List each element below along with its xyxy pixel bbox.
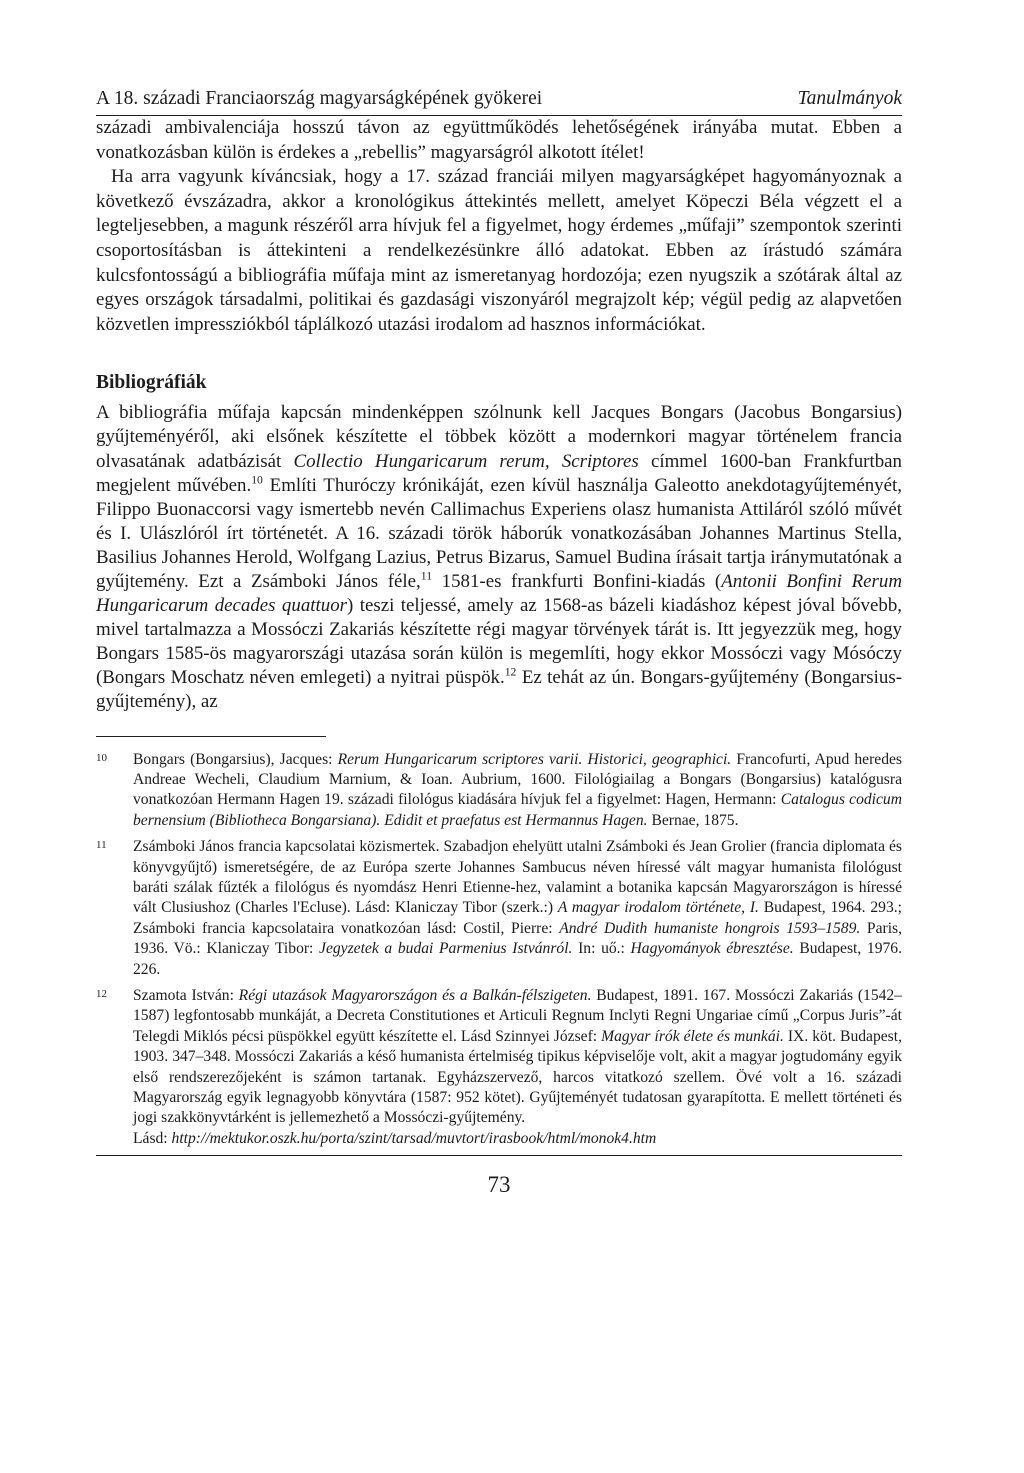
- footnote-divider: [96, 736, 326, 737]
- footnote-ref-10[interactable]: 10: [251, 473, 263, 487]
- footnote-ref-11[interactable]: 11: [420, 569, 433, 583]
- section-text-5: ) teszi teljessé, amely az 1568-as bázeli kiadáshoz képest jóval bővebb, mivel tartalmazza a Mossóczi Zakariás készítette régi magyar törvények tárát is. Itt jegyezzük meg, hogy Bongars 1585-ös magyarországi utazása során külön is megemlíti, hogy ekkor Mossóczi vagy Mósóczy (Bongars Moschatz néven emlegeti) a nyitrai püspök.: [96, 595, 902, 689]
- fn-seg: Paris, 1936. Vö.: Klaniczay Tibor:: [133, 919, 903, 958]
- section-body: [96, 401, 902, 714]
- footnote-text: [133, 837, 902, 980]
- fn-seg: Budapest, 1976. 226.: [133, 940, 902, 978]
- fn-seg: Lásd:: [133, 1129, 172, 1147]
- footnote-text: [133, 750, 902, 832]
- page-number: 73: [487, 1172, 511, 1198]
- fn-title: A magyar irodalom története, I.: [557, 899, 759, 917]
- footnotes: [96, 750, 902, 1150]
- fn-seg: IX. köt. Budapest, 1903. 347–348. Mossóczi Zakariás a késő humanista értelmiség tipikus képviselője volt, akit a magyar jogtudomány egyik első rendszerezőjeként is számon tartanak. Egyházszervező, harcos vitatkozó szellem. Övé volt a 16. századi Magyarország egyik legnagyobb könyvtára (1587: 952 kötet). Gyűjteményét tudatosan gyarapította. E mellett történeti és jogi szakkönyvtárként is jellemezhető a Mossóczi-gyűjtemény.: [133, 1027, 902, 1127]
- fn-title: André Dudith humaniste hongrois 1593–1589.: [559, 919, 861, 937]
- running-header: [96, 88, 902, 116]
- bottom-divider: [96, 1155, 902, 1156]
- running-header-section: Tanulmányok: [797, 88, 902, 109]
- footnote-number: 12: [96, 988, 107, 1001]
- fn-title: Jegyzetek a budai Parmenius Istvánról.: [319, 940, 573, 958]
- section-text-4: 1581-es frankfurti Bonfini-kiadás (: [432, 571, 722, 592]
- fn-seg: Bernae, 1875.: [647, 811, 739, 829]
- fn-seg: Budapest, 1964. 293.; Zsámboki francia kapcsolataira vonatkozóan lásd: Costil, Pierre:: [133, 899, 902, 937]
- intro-text: [96, 116, 902, 337]
- section-text-2: címmel 1600-ban Frankfurtban megjelent művében.: [96, 450, 902, 496]
- section-title-bonfini: Antonii Bonfini Rerum Hungaricarum decades quattuor: [96, 571, 902, 617]
- fn-seg: Bongars (Bongarsius), Jacques:: [133, 750, 338, 768]
- fn-title: Magyar írók élete és munkái.: [601, 1027, 784, 1045]
- fn-seg: Szamota István:: [133, 987, 239, 1005]
- section-text-1: A bibliográfia műfaja kapcsán mindenképpen szólnunk kell Jacques Bongars (Jacobus Bongarsius) gyűjteményéről, aki elsőnek készítette el többek között a modernkori magyar történelem francia olvasatának adatbázisát: [96, 402, 902, 472]
- footnote-ref-12[interactable]: 12: [504, 666, 517, 680]
- fn-title: Catalogus codicum bernensium (Bibliotheca Bongarsiana). Edidit et praefatus est Hermannus Hagen.: [133, 791, 902, 829]
- footnote-number: 11: [96, 839, 107, 852]
- fn-title: Hagyományok ébresztése.: [630, 940, 794, 958]
- fn-seg: Francofurti, Apud heredes Andreae Wecheli, Claudium Marnium, & Ioan. Aubrium, 1600. Filológiailag a Bongars (Bongarsius) katalógusra vonatkozóan Hermann Hagen 19. századi filológus kiadására hívjuk fel a figyelmet: Hagen, Hermann:: [133, 750, 903, 809]
- footnote-text: [133, 986, 902, 1149]
- intro-paragraph-2: Ha arra vagyunk kíváncsiak, hogy a 17. század franciái milyen magyarságképet hagyományoznak a következő évszázadra, akkor a kronológikus áttekintés mellett, amelyet Köpeczi Béla végzett el a legteljesebben, a magunk részéről arra hívjuk fel a figyelmet, hogy érdemes „műfaji” szempontok szerinti csoportosításban is áttekinteni a rendelkezésünkre álló adatokat. Ebben az írástudó számára kulcsfontosságú a bibliográfia műfaja mint az ismeretanyag hordozója; ezen nyugszik a szótárak által az egyes országok társadalmi, politikai és gazdasági viszonyáról megrajzolt kép; végül pedig az alapvetően közvetlen impressziókból táplálkozó utazási irodalom ad hasznos információkat.: [96, 166, 902, 335]
- intro-paragraph-1: századi ambivalenciája hosszú távon az együttműködés lehetőségének irányába mutat. Ebben a vonatkozásban külön is érdekes a „rebellis” magyarságról alkotott ítélet!: [96, 117, 902, 163]
- section-text-6: Ez tehát az ún. Bongars-gyűjtemény (Bongarsius-gyűjtemény), az: [96, 667, 902, 713]
- section-title-collectio: Collectio Hungaricarum rerum, Scriptores: [293, 450, 639, 472]
- footnote-11: [96, 837, 902, 980]
- fn-seg: In: uő.:: [572, 940, 631, 958]
- footnote-12: [96, 986, 902, 1149]
- page: [96, 88, 902, 1198]
- footnote-url-link[interactable]: http://mektukor.oszk.hu/porta/szint/tarsad/muvtort/irasbook/html/monok4.htm: [171, 1129, 657, 1147]
- section-heading: Bibliográfiák: [96, 372, 207, 394]
- section-paragraph: [96, 401, 902, 714]
- fn-title: Rerum Hungaricarum scriptores varii. Historici, geographici.: [337, 750, 732, 768]
- footnote-number: 10: [96, 751, 107, 764]
- fn-seg: Budapest, 1891. 167. Mossóczi Zakariás (1542–1587) legfontosabb munkáját, a Decreta Constitutiones et Articuli Regnum Inclyti Regni Ungariae című „Corpus Juris”-át Telegdi Miklós pécsi püspökkel együtt készítette el. Lásd Szinnyei József:: [133, 987, 903, 1045]
- footnote-10: [96, 750, 902, 832]
- running-header-title: A 18. századi Franciaország magyarságképének gyökerei: [96, 88, 543, 109]
- fn-title: Régi utazások Magyarországon és a Balkán-félszigeten.: [238, 987, 592, 1005]
- fn-seg: Zsámboki János francia kapcsolatai közismertek. Szabadjon ehelyütt utalni Zsámboki és Jean Grolier (francia diplomata és könyvgyűjtő) ismeretségére, de az Európa szerte Johannes Sambucus néven híressé vált magyar humanista filológust baráti szálak fűzték a filológus és nyomdász Henri Etienne-hez, valamint a botanika kapcsán Magyarországon is híressé vált Clusiushoz (Charles l'Ecluse). Lásd: Klaniczay Tibor (szerk.:): [133, 838, 902, 917]
- section-text-3: Említi Thuróczy krónikáját, ezen kívül használja Galeotto anekdotagyűjteményét, Filippo Buonaccorsi vagy ismertebb nevén Callimachus Experiens olasz humanista Attiláról szóló művét és I. Ulászlóról írt történetét. A 16. századi török háborúk vonatkozásában Johannes Martinus Stella, Basilius Johannes Herold, Wolfgang Lazius, Petrus Bizarus, Samuel Budina írásait tartja iránymutatónak a gyűjtemény. Ezt a Zsámboki János féle,: [96, 474, 902, 592]
